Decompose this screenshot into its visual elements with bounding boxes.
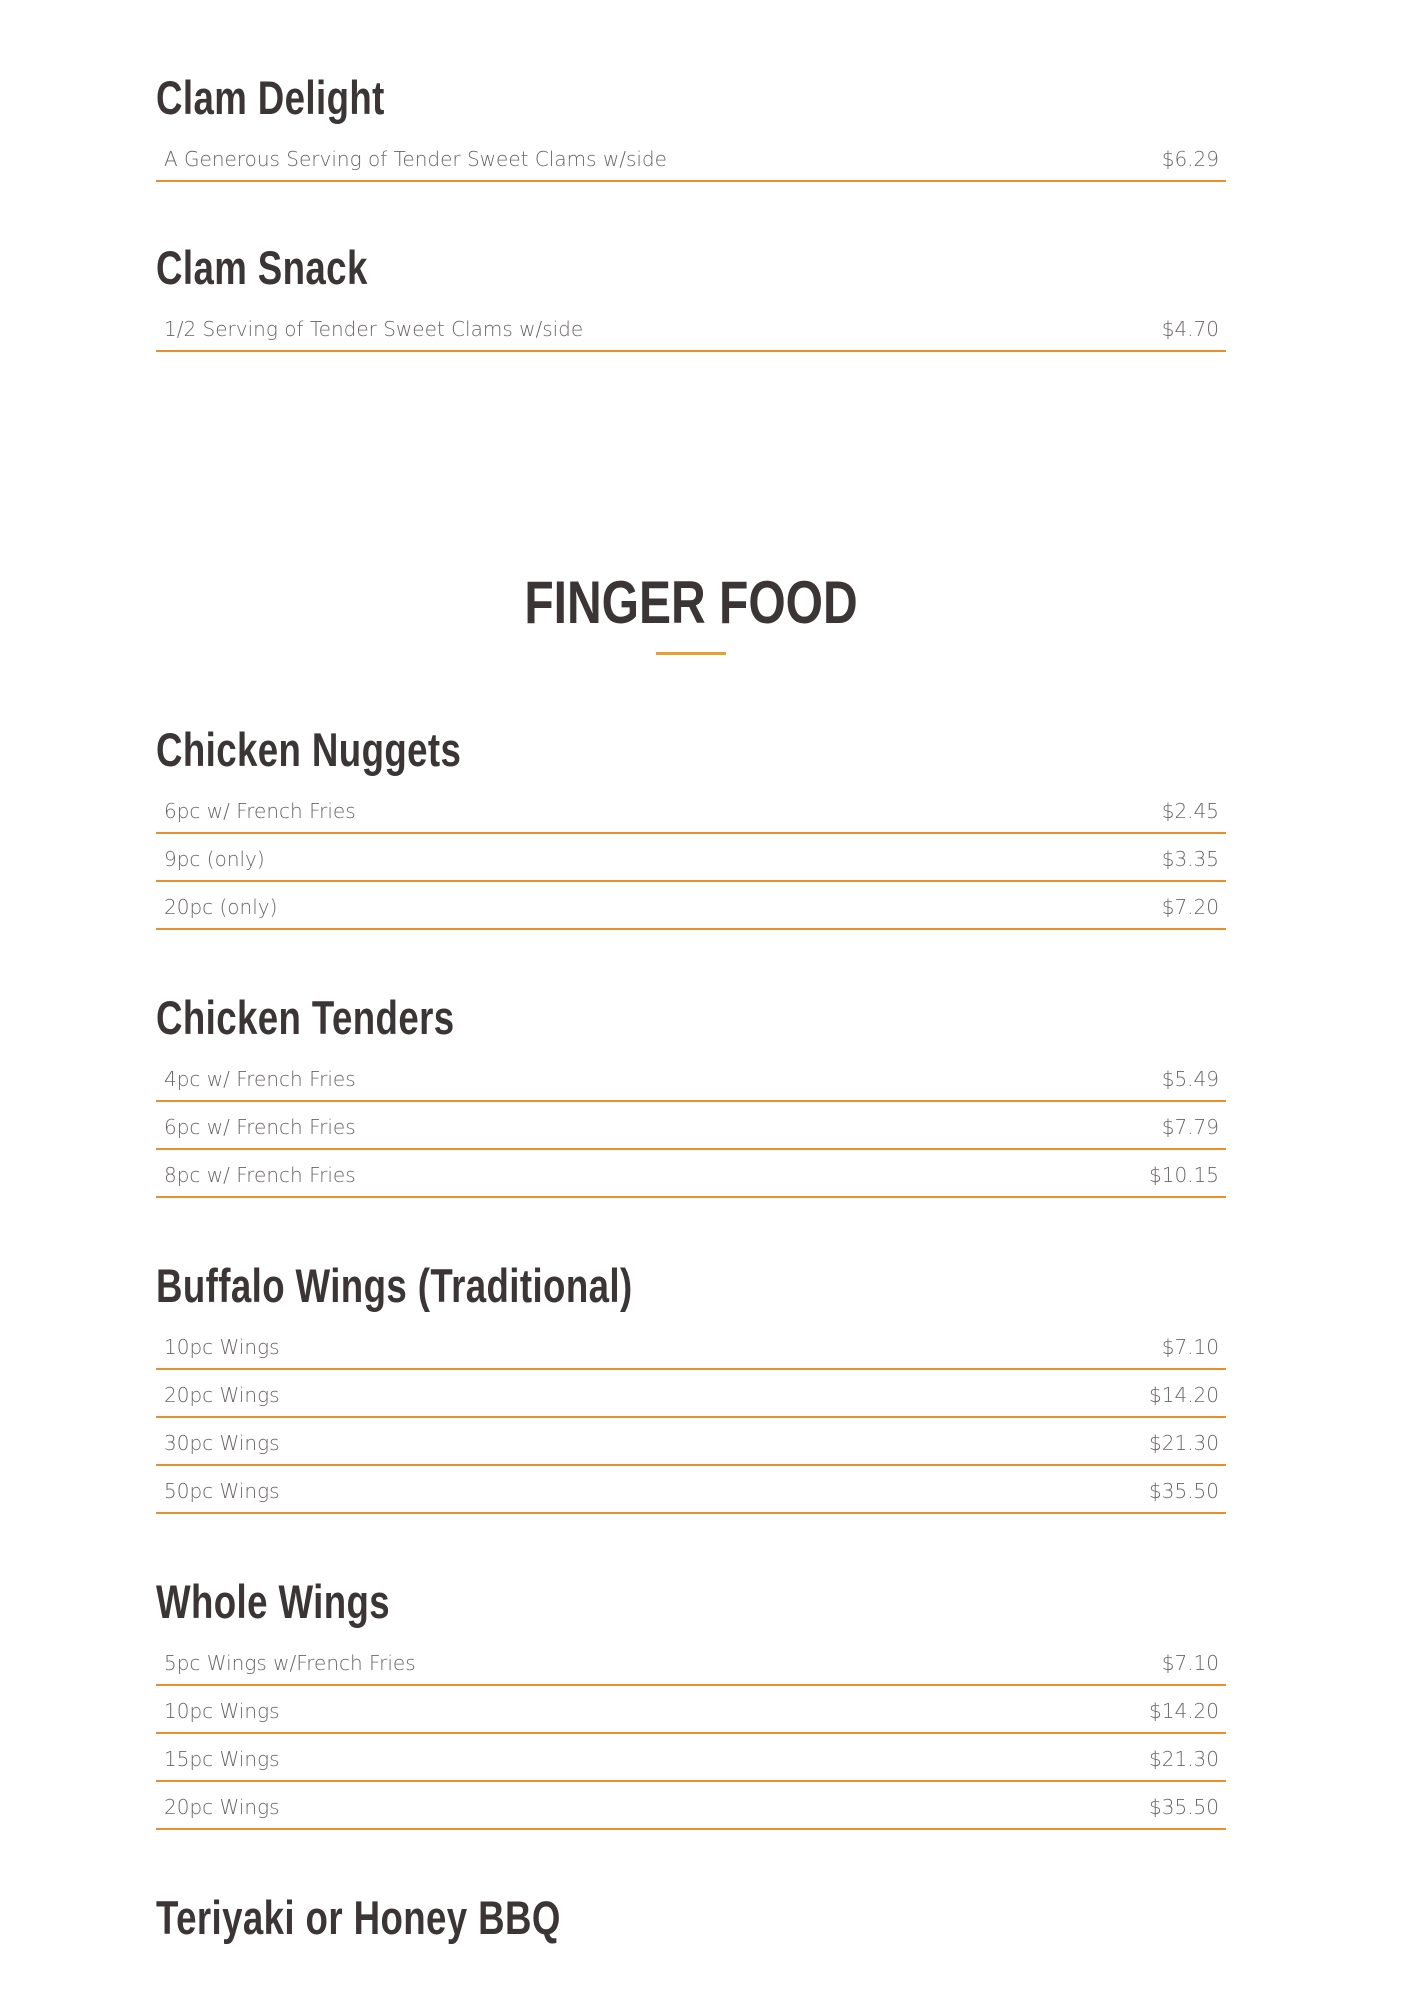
menu-group-clam-snack	[156, 240, 1226, 352]
item-price: $7.10	[1161, 1335, 1219, 1359]
item-price: $10.15	[1149, 1163, 1219, 1187]
item-price: $6.29	[1161, 147, 1219, 171]
section-finger-food	[156, 568, 1226, 655]
item-description: 30pc Wings	[164, 1431, 280, 1455]
menu-item-row	[156, 1418, 1226, 1466]
item-description: A Generous Serving of Tender Sweet Clams w/side	[164, 147, 667, 171]
item-price: $35.50	[1149, 1479, 1219, 1503]
menu-item-row	[156, 134, 1226, 182]
item-price: $7.79	[1161, 1115, 1219, 1139]
item-price: $7.10	[1161, 1651, 1219, 1675]
item-price: $4.70	[1161, 317, 1219, 341]
item-description: 15pc Wings	[164, 1747, 280, 1771]
menu-item-row	[156, 882, 1226, 930]
item-description: 1/2 Serving of Tender Sweet Clams w/side	[164, 317, 584, 341]
item-description: 9pc (only)	[164, 847, 265, 871]
menu-item-row	[156, 1686, 1226, 1734]
group-title: Whole Wings	[156, 1575, 391, 1628]
group-title: Chicken Tenders	[156, 991, 455, 1044]
item-price: $14.20	[1149, 1699, 1219, 1723]
group-title: Buffalo Wings (Traditional)	[156, 1259, 633, 1312]
item-description: 50pc Wings	[164, 1479, 280, 1503]
item-price: $35.50	[1149, 1795, 1219, 1819]
menu-item-row	[156, 786, 1226, 834]
item-price: $3.35	[1161, 847, 1219, 871]
item-description: 6pc w/ French Fries	[164, 1115, 356, 1139]
item-description: 10pc Wings	[164, 1699, 280, 1723]
menu-item-row	[156, 1054, 1226, 1102]
menu-group-clam-delight	[156, 70, 1226, 182]
item-description: 8pc w/ French Fries	[164, 1163, 356, 1187]
menu-item-row	[156, 304, 1226, 352]
item-price: $5.49	[1161, 1067, 1219, 1091]
section-title: FINGER FOOD	[524, 569, 858, 636]
menu-item-row	[156, 1370, 1226, 1418]
item-price: $21.30	[1149, 1431, 1219, 1455]
menu-group-whole-wings	[156, 1574, 1226, 1830]
item-price: $2.45	[1161, 799, 1219, 823]
menu-item-row	[156, 1102, 1226, 1150]
menu-group-chicken-tenders	[156, 990, 1226, 1198]
item-description: 20pc Wings	[164, 1795, 280, 1819]
menu-group-teriyaki-honey-bbq	[156, 1890, 1226, 1946]
item-price: $7.20	[1161, 895, 1219, 919]
item-description: 10pc Wings	[164, 1335, 280, 1359]
menu-item-row	[156, 1466, 1226, 1514]
menu-item-row	[156, 1638, 1226, 1686]
item-description: 4pc w/ French Fries	[164, 1067, 356, 1091]
menu-item-row	[156, 1734, 1226, 1782]
group-title: Chicken Nuggets	[156, 723, 462, 776]
item-price: $21.30	[1149, 1747, 1219, 1771]
group-title: Clam Delight	[156, 71, 385, 124]
menu-item-row	[156, 1322, 1226, 1370]
menu-group-buffalo-wings	[156, 1258, 1226, 1514]
item-price: $14.20	[1149, 1383, 1219, 1407]
section-underline	[656, 652, 726, 655]
menu-item-row	[156, 1150, 1226, 1198]
group-title: Teriyaki or Honey BBQ	[156, 1891, 561, 1944]
item-description: 5pc Wings w/French Fries	[164, 1651, 416, 1675]
item-description: 20pc Wings	[164, 1383, 280, 1407]
menu-group-chicken-nuggets	[156, 722, 1226, 930]
group-title: Clam Snack	[156, 241, 368, 294]
item-description: 20pc (only)	[164, 895, 278, 919]
item-description: 6pc w/ French Fries	[164, 799, 356, 823]
menu-item-row	[156, 834, 1226, 882]
menu-item-row	[156, 1782, 1226, 1830]
